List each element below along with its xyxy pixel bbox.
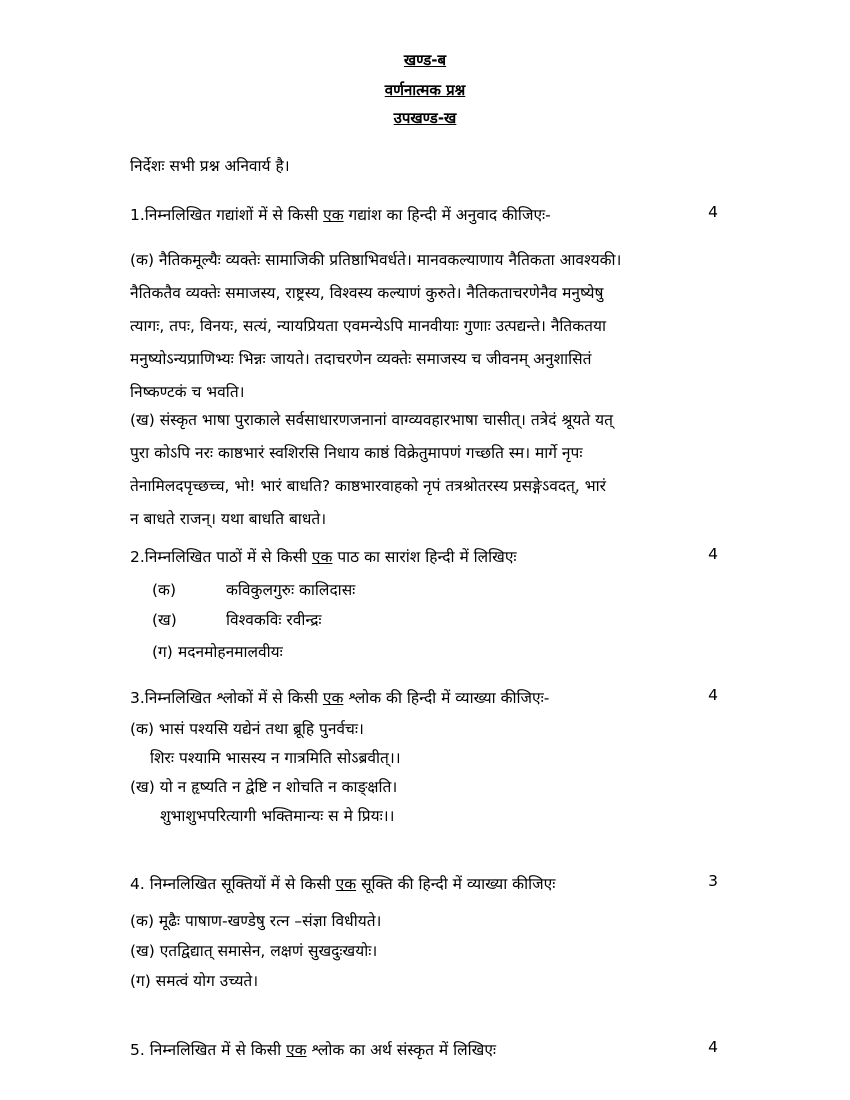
question-2-marks: 4: [708, 545, 718, 563]
maxim-item: (ख) एतद्विद्यात् समासेन, लक्षणं सुखदुःखयोः।: [130, 942, 378, 960]
lesson-item-label: (ख): [152, 611, 177, 629]
question-4: 4. निम्नलिखित सूक्तियों में से किसी एक सूक्ति की हिन्दी में व्याख्या कीजिएः: [130, 875, 556, 893]
question-4-marks: 3: [708, 872, 718, 890]
instruction-text: निर्देशः सभी प्रश्न अनिवार्य है।: [130, 157, 290, 175]
maxim-item: (क) मूढैः पाषाण-खण्डेषु रत्न –संज्ञा विधीयते।: [130, 912, 382, 930]
question-3: 3.निम्नलिखित श्लोकों में से किसी एक श्लोक की हिन्दी में व्याख्या कीजिएः-: [130, 689, 550, 707]
question-1-marks: 4: [708, 203, 718, 221]
section-heading: खण्ड-ब: [403, 51, 447, 69]
verse-line: शिरः पश्यामि भासस्य न गात्रमिति सोऽब्रवीत्।।: [150, 749, 401, 767]
lesson-item-label: (क): [152, 581, 176, 599]
verse-line: (ख) यो न हृष्यति न द्वेष्टि न शोचति न काङ्क्षति।: [130, 778, 398, 796]
lesson-item-label: (ग): [152, 643, 173, 661]
passage-ka: (क) नैतिकमूल्यैः व्यक्तेः सामाजिकी प्रतिष्ठाभिवर्धते। मानवकल्याणाय नैतिकता आवश्यकी। नैतिकतैव व्यक्तेः समाजस्य, राष्ट्रस्य, विश्वस्य कल्याणं कुरुते। नैतिकताचरणेनैव मनुष्येषु त्यागः, तपः, विनयः, सत्यं, न्यायप्रियता एवमन्येऽपि मानवीयाः गुणाः उत्पद्यन्ते। नैतिकतया मनुष्योऽन्यप्राणिभ्यः भिन्नः जायते। तदाचरणेन व्यक्तेः समाजस्य च जीवनम् अनुशासितं निष्कण्टकं च भवति।: [130, 251, 622, 401]
verse-line: (क) भासं पश्यसि यद्येनं तथा ब्रूहि पुनर्वचः।: [130, 720, 364, 738]
verse-line: शुभाशुभपरित्यागी भक्तिमान्यः स मे प्रियः।।: [160, 807, 395, 825]
lesson-item-text: मदनमोहनमालवीयः: [178, 643, 283, 661]
question-5-marks: 4: [708, 1038, 718, 1056]
question-2: 2.निम्नलिखित पाठों में से किसी एक पाठ का सारांश हिन्दी में लिखिएः: [130, 548, 517, 566]
lesson-item-text: कविकुलगुरुः कालिदासः: [226, 581, 356, 599]
subsection-heading: उपखण्ड-ख: [393, 109, 457, 127]
section-subheading: वर्णनात्मक प्रश्न: [384, 81, 466, 99]
passage-kha: (ख) संस्कृत भाषा पुराकाले सर्वसाधारणजनानां वाग्व्यवहारभाषा चासीत्। तत्रेदं श्रूयते यत् पुरा कोऽपि नरः काष्ठभारं स्वशिरसि निधाय काष्ठं विक्रेतुमापणं गच्छति स्म। मार्गे नृपः तेनामिलदपृच्छच्च, भो! भारं बाधति? काष्ठभारवाहको नृपं तत्रश्रोतरस्य प्रसङ्गेऽवदत्, भारं न बाधते राजन्। यथा बाधति बाधते।: [130, 411, 613, 528]
lesson-item-text: विश्वकविः रवीन्द्रः: [226, 611, 322, 629]
question-3-marks: 4: [708, 686, 718, 704]
question-5: 5. निम्नलिखित में से किसी एक श्लोक का अर्थ संस्कृत में लिखिएः: [130, 1041, 497, 1059]
question-1: 1.निम्नलिखित गद्यांशों में से किसी एक गद्यांश का हिन्दी में अनुवाद कीजिएः-: [130, 206, 551, 224]
maxim-item: (ग) समत्वं योग उच्यते।: [130, 972, 259, 990]
